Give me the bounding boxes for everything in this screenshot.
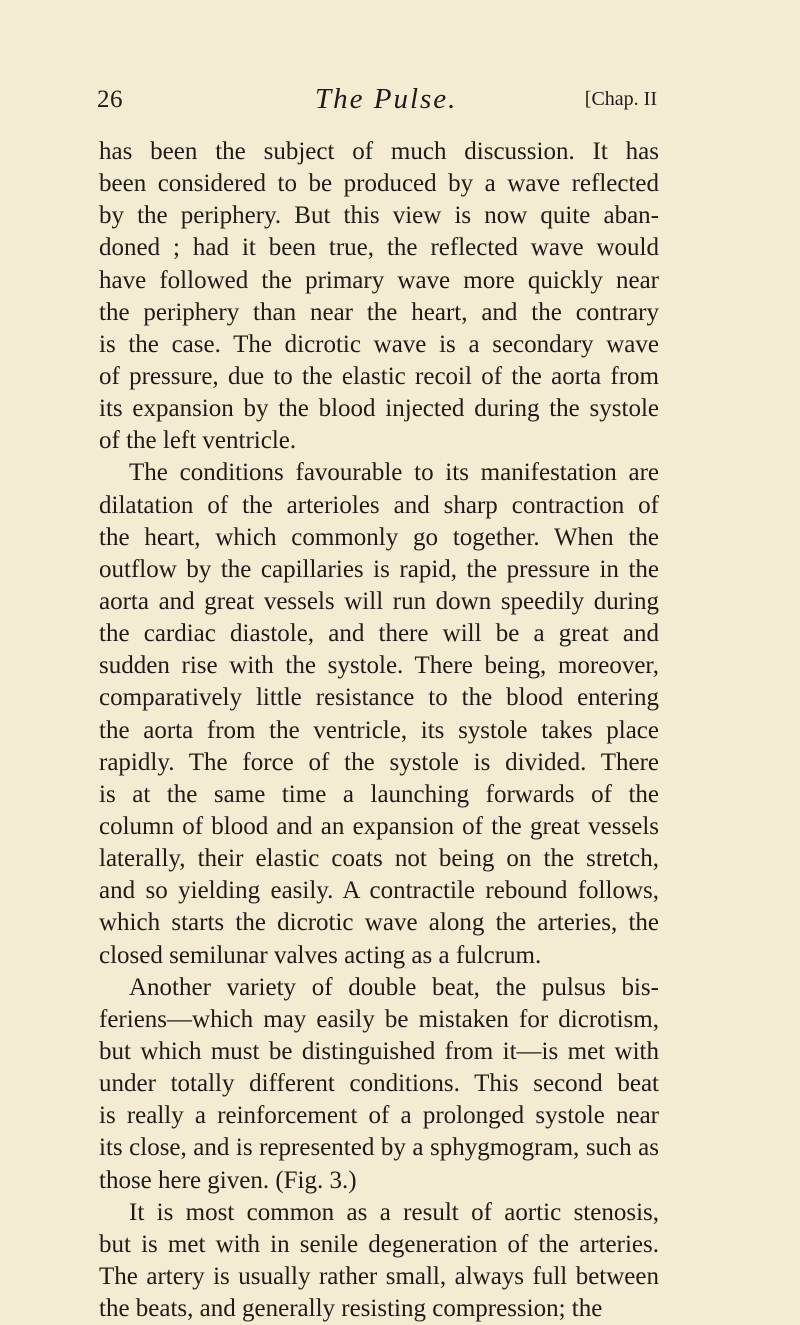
text-line: which starts the dicrotic wave along the arteries, the — [99, 909, 659, 937]
text-line: It is most common as a result of aortic stenosis, — [129, 1198, 659, 1226]
text-line: column of blood and an expansion of the great vessels — [99, 812, 659, 840]
text-line: of the left ventricle. — [99, 427, 297, 455]
text-line: the cardiac diastole, and there will be a great and — [99, 620, 659, 648]
text-line: aorta and great vessels will run down speedily during — [99, 587, 659, 615]
text-line: those here given. (Fig. 3.) — [99, 1166, 357, 1194]
text-line: is at the same time a launching forwards of the — [99, 780, 659, 808]
text-line: its close, and is represented by a sphygmogram, such as — [99, 1134, 659, 1162]
text-line: and so yielding easily. A contractile rebound follows, — [99, 877, 659, 905]
text-line: feriens—which may easily be mistaken for dicrotism, — [99, 1005, 659, 1033]
text-line: doned ; had it been true, the reflected wave would — [99, 234, 659, 262]
text-line: dilatation of the arterioles and sharp contraction of — [99, 491, 659, 519]
text-line: but which must be distinguished from it—is met with — [99, 1037, 659, 1065]
text-line: The conditions favourable to its manifestation are — [129, 459, 659, 487]
text-line: laterally, their elastic coats not being on the stretch, — [99, 845, 659, 873]
text-line: has been the subject of much discussion. It has — [99, 138, 659, 165]
text-line: sudden rise with the systole. There being, moreover, — [99, 652, 659, 680]
text-line: the periphery than near the heart, and the contrary — [99, 298, 659, 326]
body-text — [99, 136, 659, 1325]
text-line: is really a reinforcement of a prolonged systole near — [99, 1102, 659, 1130]
text-line: The artery is usually rather small, always full between — [99, 1262, 659, 1290]
text-line: have followed the primary wave more quickly near — [99, 266, 659, 294]
text-line: the aorta from the ventricle, its systole takes place — [99, 716, 659, 744]
running-title: The Pulse. — [315, 83, 458, 115]
text-line: the heart, which commonly go together. When the — [99, 523, 659, 551]
text-line: closed semilunar valves acting as a fulcrum. — [99, 941, 542, 969]
text-line: rapidly. The force of the systole is divided. There — [99, 748, 659, 776]
text-line: outflow by the capillaries is rapid, the pressure in the — [99, 555, 659, 583]
text-line: by the periphery. But this view is now quite aban- — [99, 202, 659, 230]
text-line: but is met with in senile degeneration of the arteries. — [99, 1230, 659, 1258]
text-line: Another variety of double beat, the pulsus bis- — [129, 973, 659, 1001]
text-line: its expansion by the blood injected during the systole — [99, 395, 659, 423]
chapter-reference: [Chap. II — [584, 88, 657, 110]
text-line: under totally different conditions. This second beat — [99, 1070, 659, 1098]
page-number: 26 — [97, 86, 123, 113]
page-header — [97, 83, 657, 122]
text-line: is the case. The dicrotic wave is a secondary wave — [99, 330, 659, 358]
text-line: comparatively little resistance to the blood entering — [99, 684, 659, 712]
text-line: of pressure, due to the elastic recoil of the aorta from — [99, 362, 659, 390]
text-line: been considered to be produced by a wave reflected — [99, 170, 659, 198]
text-line: the beats, and generally resisting compression; the — [99, 1295, 603, 1323]
